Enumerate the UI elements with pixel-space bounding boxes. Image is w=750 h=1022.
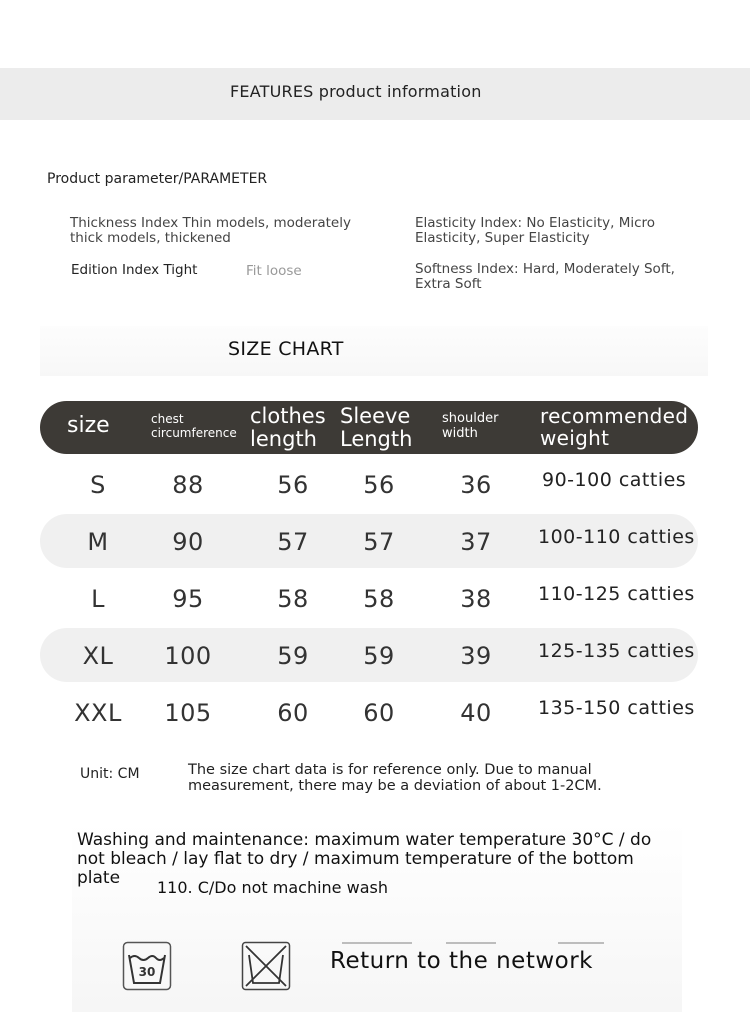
cell-clothes-length: 60 xyxy=(277,699,309,727)
size-chart-note: The size chart data is for reference only. Due to manual measurement, there may be a deviation of about 1-2CM. xyxy=(188,762,602,794)
wash-30-icon xyxy=(122,941,172,991)
cell-shoulder-width: 40 xyxy=(460,699,492,727)
softness-index xyxy=(415,262,705,292)
return-to-network-text: Return to the network xyxy=(330,948,593,974)
decorative-line xyxy=(446,942,496,944)
cell-weight: 125-135 catties xyxy=(538,640,695,662)
cell-weight: 110-125 catties xyxy=(538,583,695,605)
cell-size: L xyxy=(91,585,105,613)
table-row xyxy=(40,685,698,739)
header-size: size xyxy=(67,413,110,438)
cell-clothes-length: 57 xyxy=(277,528,309,556)
table-row xyxy=(40,457,698,511)
cell-shoulder-width: 38 xyxy=(460,585,492,613)
do-not-tumble-dry-icon xyxy=(241,941,291,991)
edition-fit-label: Fit loose xyxy=(246,263,302,279)
decorative-line xyxy=(558,942,604,944)
header-sleeve-length: Sleeve Length xyxy=(340,404,413,451)
wash-temperature-label: 30 xyxy=(138,965,156,979)
features-banner xyxy=(0,68,750,120)
cell-weight: 90-100 catties xyxy=(542,469,687,491)
cell-chest: 105 xyxy=(164,699,212,727)
size-chart-title: SIZE CHART xyxy=(228,338,344,360)
elasticity-index-text: Elasticity Index: No Elasticity, Micro Elasticity, Super Elasticity xyxy=(415,215,656,246)
washing-instructions-line2: 110. C/Do not machine wash xyxy=(157,878,388,897)
features-title: FEATURES product information xyxy=(230,82,482,101)
cell-weight: 100-110 catties xyxy=(538,526,695,548)
elasticity-index xyxy=(415,216,705,246)
cell-sleeve-length: 59 xyxy=(363,642,395,670)
thickness-index-text: Thickness Index Thin models, moderately thick models, thickened xyxy=(70,215,351,246)
header-chest: chest circumference xyxy=(151,412,237,440)
header-clothes-length: clothes length xyxy=(250,404,326,451)
table-row xyxy=(40,571,698,625)
table-row xyxy=(40,628,698,682)
thickness-index xyxy=(70,216,370,246)
edition-index-text: Edition Index Tight xyxy=(71,262,198,278)
edition-index xyxy=(71,263,361,278)
cell-weight: 135-150 catties xyxy=(538,697,695,719)
washing-instructions: Washing and maintenance: maximum water temperature 30°C / do not bleach / lay flat to dry / maximum temperature of the bottom plate xyxy=(77,830,652,888)
cell-size: XL xyxy=(82,642,114,670)
cell-chest: 100 xyxy=(164,642,212,670)
cell-sleeve-length: 57 xyxy=(363,528,395,556)
cell-sleeve-length: 58 xyxy=(363,585,395,613)
cell-sleeve-length: 60 xyxy=(363,699,395,727)
header-shoulder-width: shoulder width xyxy=(442,411,499,441)
table-row xyxy=(40,514,698,568)
cell-size: XXL xyxy=(74,699,122,727)
cell-clothes-length: 56 xyxy=(277,471,309,499)
cell-size: M xyxy=(87,528,109,556)
cell-clothes-length: 58 xyxy=(277,585,309,613)
cell-shoulder-width: 36 xyxy=(460,471,492,499)
cell-shoulder-width: 37 xyxy=(460,528,492,556)
cell-clothes-length: 59 xyxy=(277,642,309,670)
softness-index-text: Softness Index: Hard, Moderately Soft, Extra Soft xyxy=(415,261,675,292)
header-recommended-weight: recommended weight xyxy=(540,404,689,450)
unit-label: Unit: CM xyxy=(80,766,140,782)
cell-size: S xyxy=(90,471,106,499)
decorative-line xyxy=(342,942,412,944)
size-table-header xyxy=(40,401,698,454)
cell-chest: 88 xyxy=(172,471,204,499)
cell-sleeve-length: 56 xyxy=(363,471,395,499)
cell-chest: 95 xyxy=(172,585,204,613)
cell-shoulder-width: 39 xyxy=(460,642,492,670)
cell-chest: 90 xyxy=(172,528,204,556)
size-chart-band xyxy=(40,326,708,376)
parameter-title: Product parameter/PARAMETER xyxy=(47,171,268,187)
